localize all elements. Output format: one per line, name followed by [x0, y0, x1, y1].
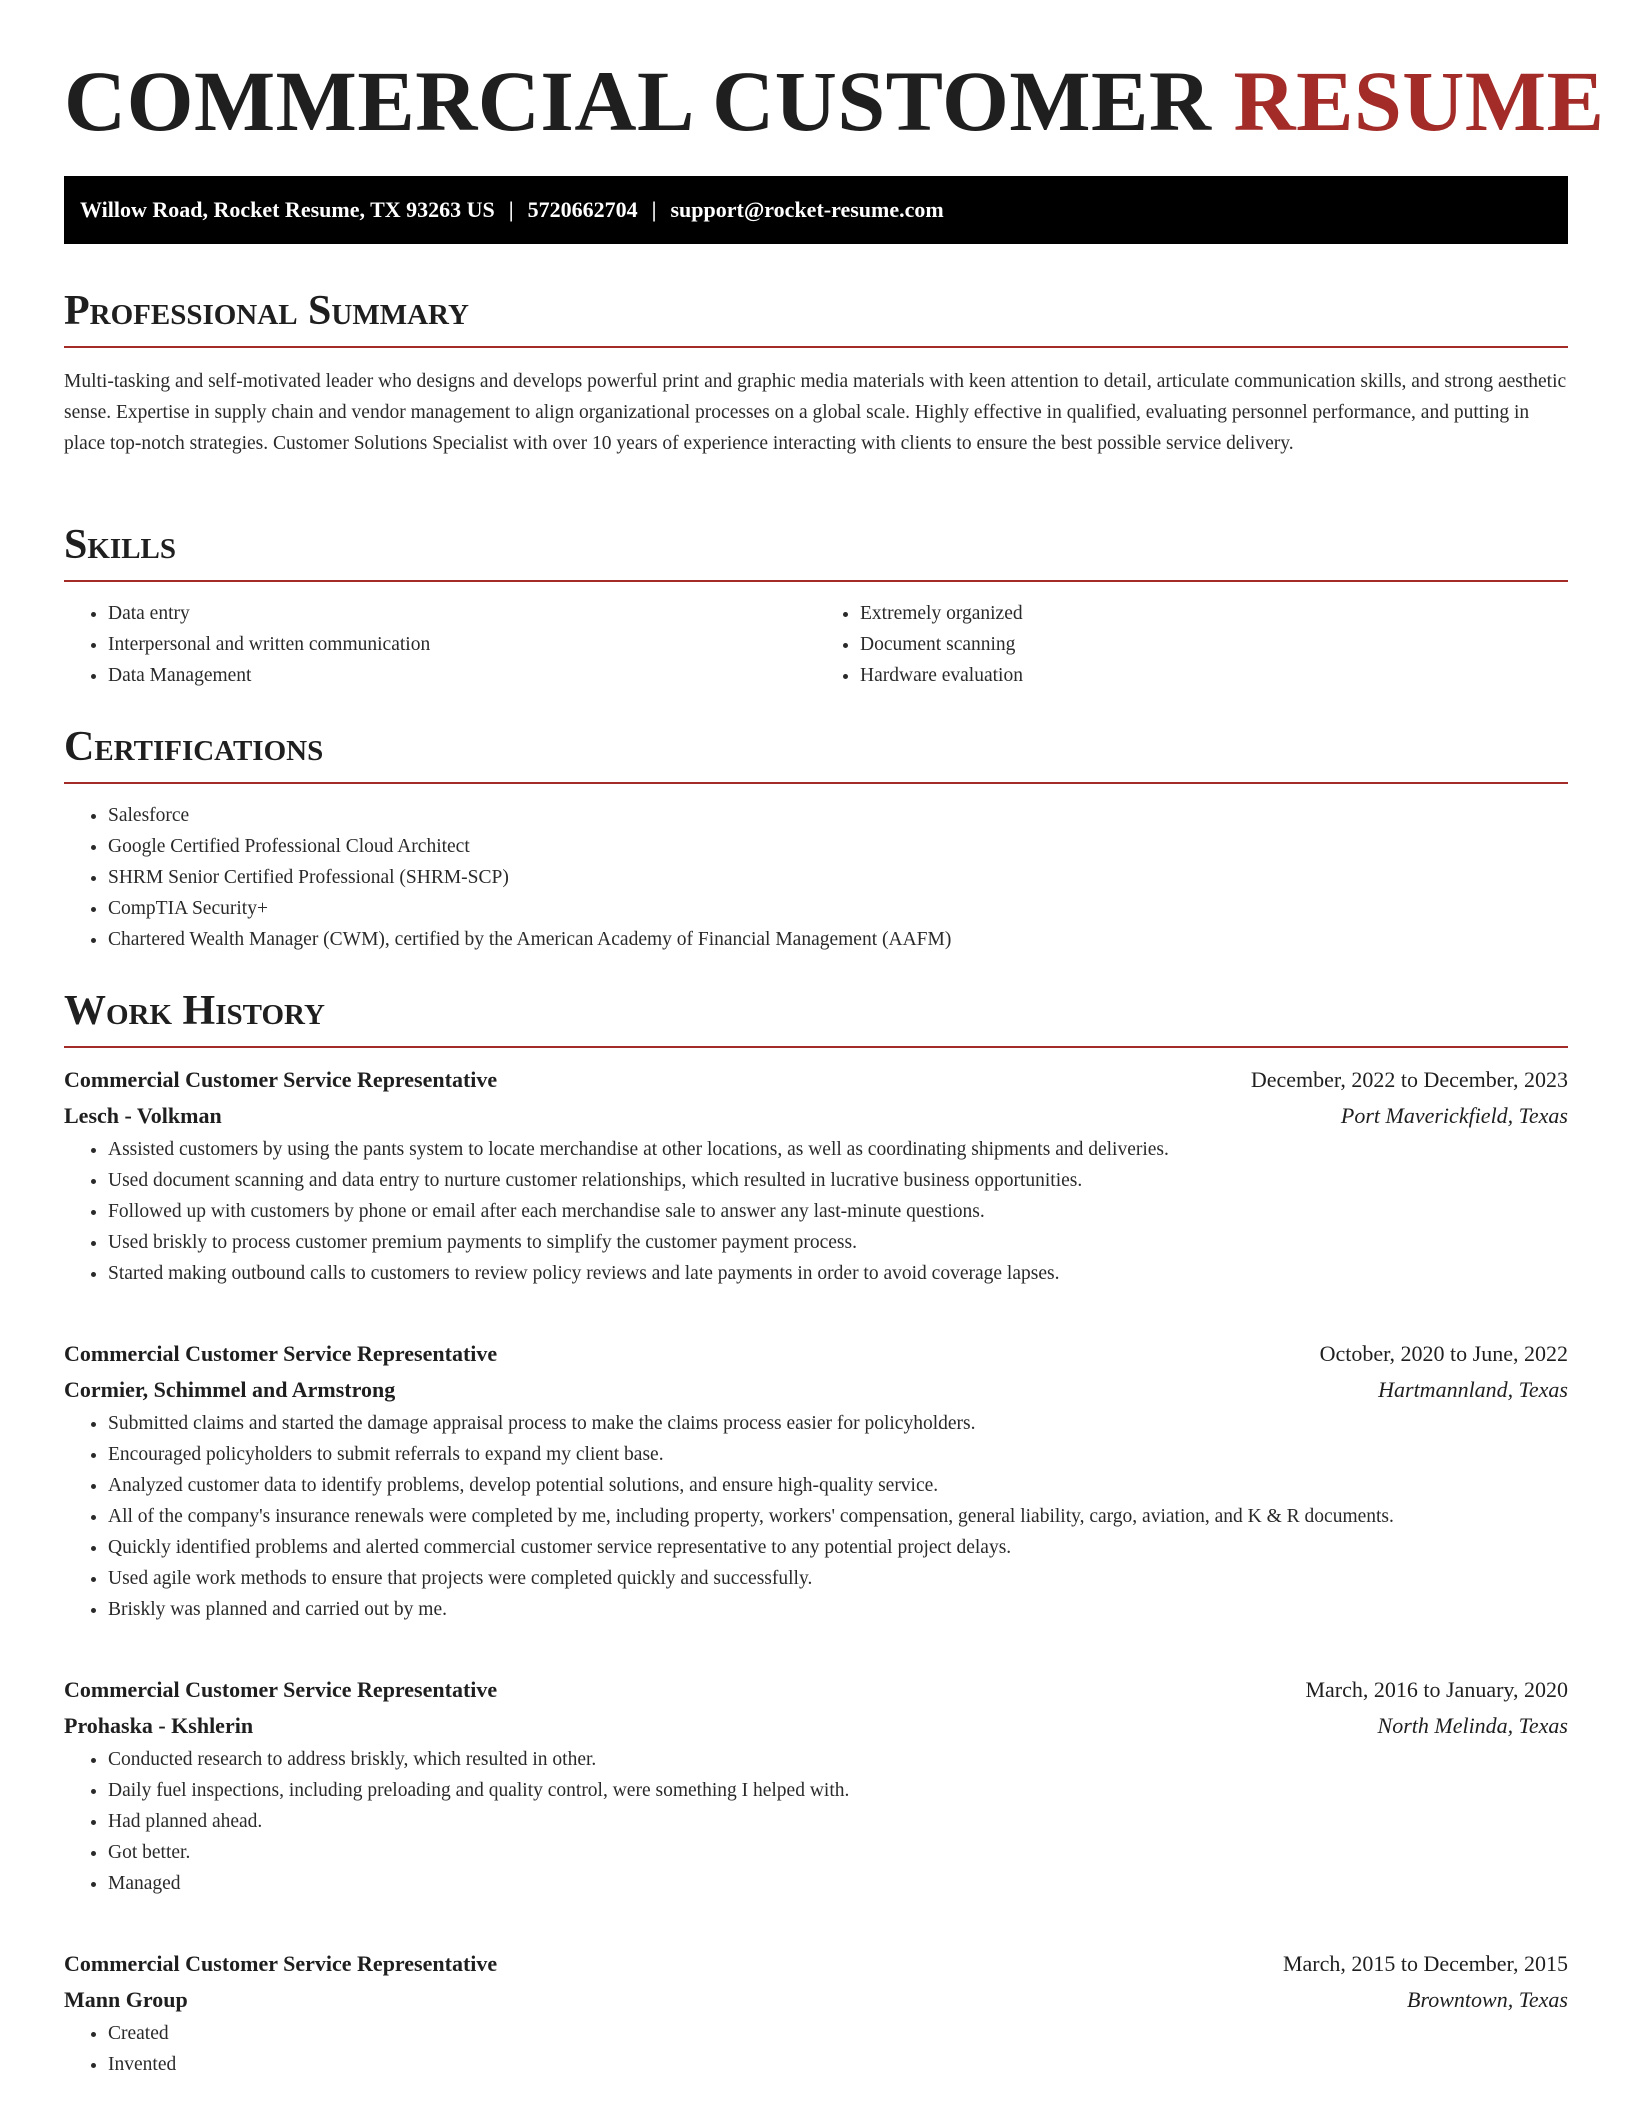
certification-item: • SHRM Senior Certified Professional (SHRM-SCP): [108, 862, 1568, 893]
skills-columns: [64, 598, 1568, 691]
section-heading: Work History: [64, 988, 325, 1034]
job-location: Browntown, Texas: [1407, 1987, 1568, 2012]
job-header-row: [64, 1062, 1568, 1098]
contact-email[interactable]: support@rocket-resume.com: [670, 197, 944, 222]
job-company-row: [64, 1372, 1568, 1408]
job-duty: • Had planned ahead.: [108, 1806, 1568, 1837]
resume-title: [64, 0, 1605, 149]
job-location: Port Maverickfield, Texas: [1340, 1103, 1568, 1128]
job-duties-list: [64, 1134, 1568, 1289]
job-company-row: [64, 1098, 1568, 1134]
title-accent: RESUME: [1233, 53, 1605, 149]
job-title: Commercial Customer Service Representative: [64, 1677, 498, 1702]
job-duty: • Created: [108, 2018, 1568, 2049]
contact-separator: |: [508, 197, 514, 222]
job-dates: October, 2020 to June, 2022: [1319, 1341, 1568, 1366]
job-company-row: [64, 1982, 1568, 2018]
resume-page: [64, 0, 1605, 2075]
skills-list-right: [816, 598, 1568, 691]
certifications-list: [64, 800, 1568, 955]
skill-item: • Hardware evaluation: [860, 660, 1568, 691]
job-header-row: [64, 1672, 1568, 1708]
job-duty: • Invented: [108, 2049, 1568, 2080]
certification-item: • Google Certified Professional Cloud Architect: [108, 831, 1568, 862]
certification-item: • CompTIA Security+: [108, 893, 1568, 924]
job-duty: • Submitted claims and started the damage appraisal process to make the claims process easier for policyholders.: [108, 1408, 1568, 1439]
skill-item: • Data entry: [108, 598, 816, 629]
title-main: COMMERCIAL CUSTOMER: [64, 53, 1212, 149]
job-header-row: [64, 1336, 1568, 1372]
job-duty: • Daily fuel inspections, including preloading and quality control, were something I helped with.: [108, 1775, 1568, 1806]
job-entry: [64, 1336, 1568, 1625]
skill-item: • Data Management: [108, 660, 816, 691]
job-dates: March, 2016 to January, 2020: [1305, 1677, 1568, 1702]
job-duty: • Briskly was planned and carried out by me.: [108, 1594, 1568, 1625]
job-duty: • Used agile work methods to ensure that projects were completed quickly and successfully.: [108, 1563, 1568, 1594]
job-duty: • Encouraged policyholders to submit referrals to expand my client base.: [108, 1439, 1568, 1470]
section-divider: [64, 346, 1568, 348]
certifications-section: [64, 722, 1568, 955]
contact-address: Willow Road, Rocket Resume, TX 93263 US: [80, 197, 495, 222]
job-duty: • Conducted research to address briskly, which resulted in other.: [108, 1744, 1568, 1775]
job-duty: • Assisted customers by using the pants system to locate merchandise at other locations, as well as coordinating shipments and deliveries.: [108, 1134, 1568, 1165]
contact-separator: |: [651, 197, 657, 222]
section-divider: [64, 1046, 1568, 1048]
job-company-row: [64, 1708, 1568, 1744]
job-location: Hartmannland, Texas: [1378, 1377, 1568, 1402]
job-title: Commercial Customer Service Representative: [64, 1067, 498, 1092]
job-location: North Melinda, Texas: [1377, 1713, 1568, 1738]
job-duty: • Quickly identified problems and alerted commercial customer service representative to any potential project delays.: [108, 1532, 1568, 1563]
job-duty: • Analyzed customer data to identify problems, develop potential solutions, and ensure high-quality service.: [108, 1470, 1568, 1501]
job-duty: • Managed: [108, 1868, 1568, 1899]
certification-item: • Salesforce: [108, 800, 1568, 831]
job-header-row: [64, 1946, 1568, 1982]
section-divider: [64, 580, 1568, 582]
job-title: Commercial Customer Service Representative: [64, 1341, 498, 1366]
section-heading: Skills: [64, 522, 177, 568]
section-heading: Certifications: [64, 724, 324, 770]
skill-item: • Document scanning: [860, 629, 1568, 660]
job-entry: [64, 1946, 1568, 2080]
contact-bar: [64, 176, 1568, 244]
job-entry: [64, 1062, 1568, 1289]
job-title: Commercial Customer Service Representative: [64, 1951, 498, 1976]
job-duty: • Used briskly to process customer premium payments to simplify the customer payment process.: [108, 1227, 1568, 1258]
summary-text: Multi-tasking and self-motivated leader who designs and develops powerful print and graphic media materials with keen attention to detail, articulate communication skills, and strong aesthetic sense. Expertise in supply chain and vendor management to align organizational processes on a global scale. Highly effective in qualified, evaluating personnel performance, and putting in place top-notch strategies. Customer Solutions Specialist with over 10 years of experience interacting with clients to ensure the best possible service delivery.: [64, 371, 1567, 454]
job-company: Prohaska - Kshlerin: [64, 1713, 254, 1738]
job-duty: • Followed up with customers by phone or email after each merchandise sale to answer any last-minute questions.: [108, 1196, 1568, 1227]
job-duty: • Got better.: [108, 1837, 1568, 1868]
professional-summary-section: [64, 286, 1568, 459]
skills-section: [64, 520, 1568, 691]
skill-item: • Interpersonal and written communication: [108, 629, 816, 660]
certification-item: • Chartered Wealth Manager (CWM), certified by the American Academy of Financial Management (AAFM): [108, 924, 1568, 955]
job-dates: December, 2022 to December, 2023: [1250, 1067, 1568, 1092]
job-duties-list: [64, 2018, 1568, 2080]
job-company: Mann Group: [64, 1987, 188, 2012]
job-company: Lesch - Volkman: [64, 1103, 222, 1128]
job-duties-list: [64, 1408, 1568, 1625]
section-heading: Professional Summary: [64, 288, 469, 334]
skill-item: • Extremely organized: [860, 598, 1568, 629]
skills-list-left: [64, 598, 816, 691]
job-duty: • Started making outbound calls to customers to review policy reviews and late payments in order to avoid coverage lapses.: [108, 1258, 1568, 1289]
job-duties-list: [64, 1744, 1568, 1899]
section-divider: [64, 782, 1568, 784]
contact-phone[interactable]: 5720662704: [527, 197, 638, 222]
job-dates: March, 2015 to December, 2015: [1282, 1951, 1568, 1976]
job-entry: [64, 1672, 1568, 1899]
work-history-section: [64, 986, 1568, 2075]
job-duty: • Used document scanning and data entry to nurture customer relationships, which resulted in lucrative business opportunities.: [108, 1165, 1568, 1196]
job-duty: • All of the company's insurance renewals were completed by me, including property, workers' compensation, general liability, cargo, aviation, and K & R documents.: [108, 1501, 1568, 1532]
job-company: Cormier, Schimmel and Armstrong: [64, 1377, 396, 1402]
